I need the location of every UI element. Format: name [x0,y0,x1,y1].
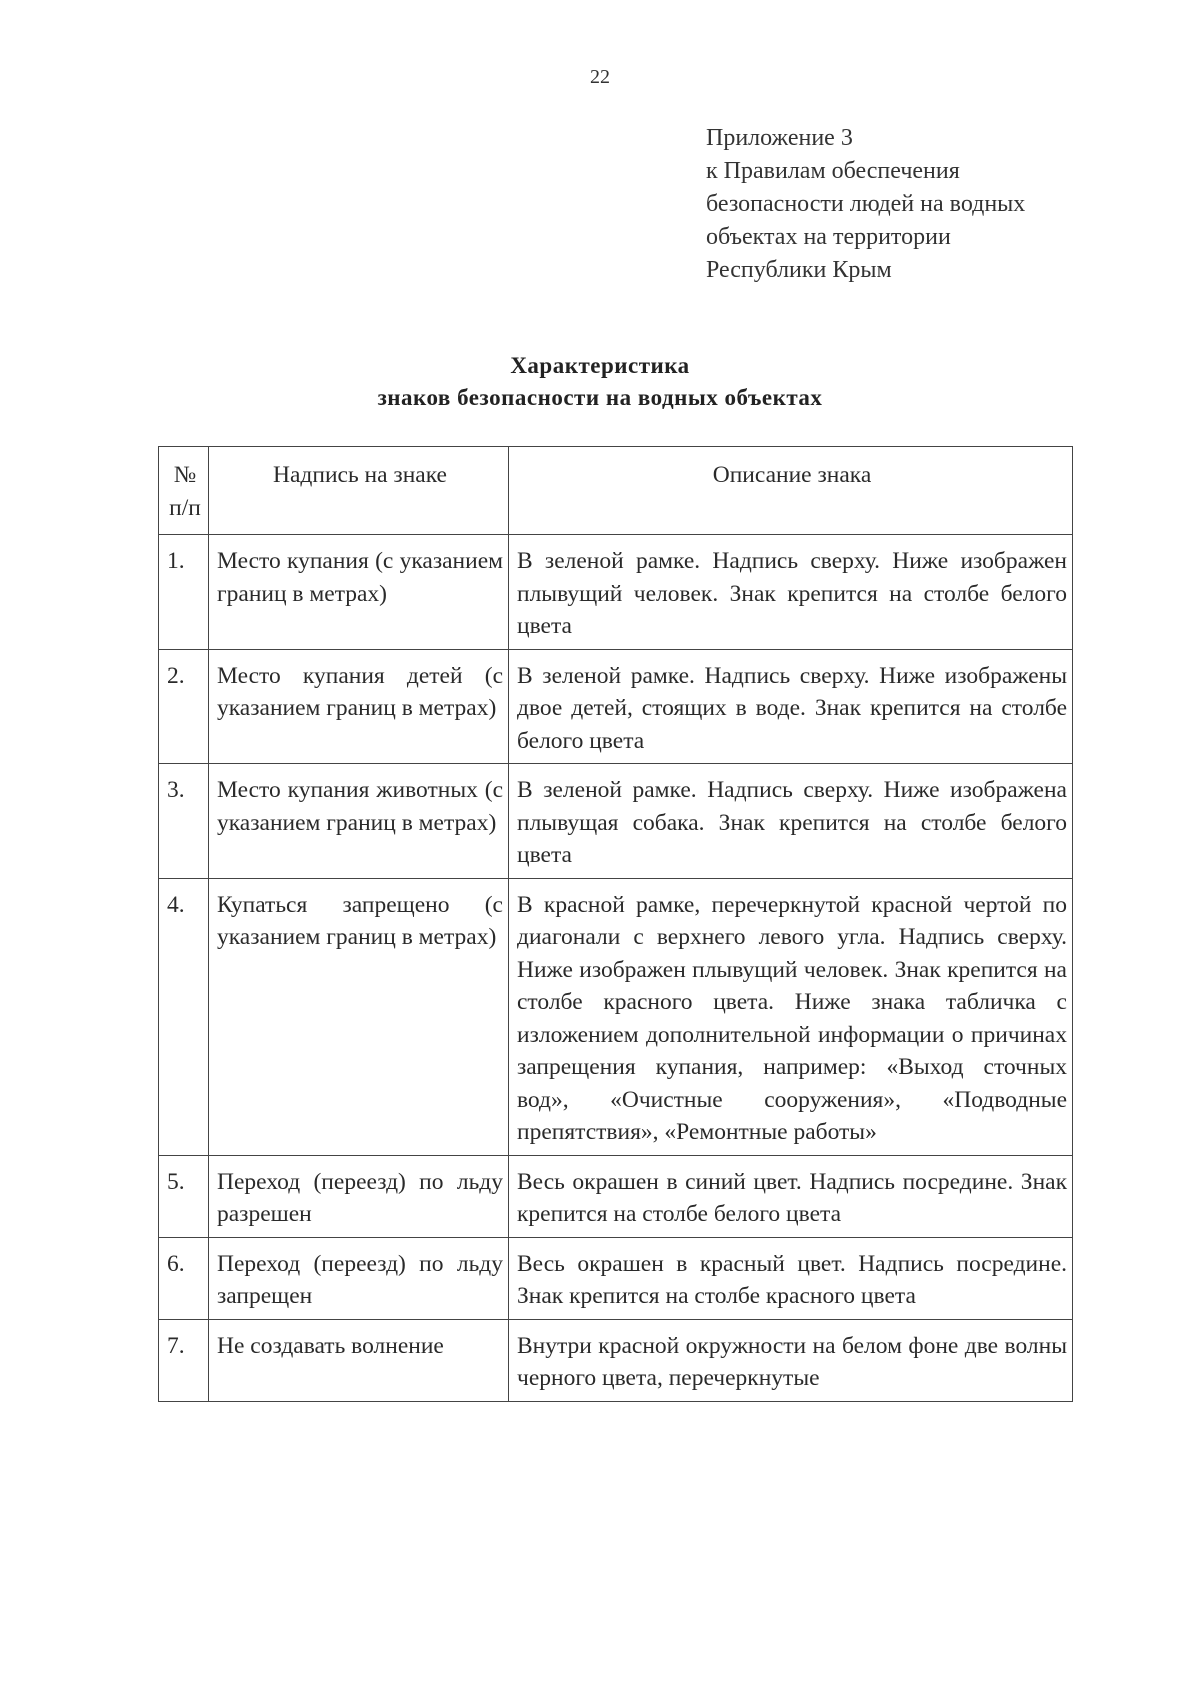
row-label: Место купания детей (с указанием границ в метрах) [209,649,509,764]
row-label: Переход (переезд) по льду запрещен [209,1237,509,1319]
row-label: Место купания (с указанием границ в метрах) [209,535,509,650]
row-label: Купаться запрещено (с указанием границ в метрах) [209,878,509,1155]
header-desc: Описание знака [509,447,1073,535]
header-num: № п/п [159,447,209,535]
table-row [159,535,1073,650]
row-num: 5. [159,1155,209,1237]
row-desc: Весь окрашен в красный цвет. Надпись посредине. Знак крепится на столбе красного цвета [509,1237,1073,1319]
row-num: 6. [159,1237,209,1319]
appendix-note [706,122,1025,287]
header-label: Надпись на знаке [209,447,509,535]
row-num: 2. [159,649,209,764]
table-row [159,764,1073,879]
document-title [0,350,1200,414]
table-row [159,1237,1073,1319]
signs-table [158,446,1073,1402]
row-num: 1. [159,535,209,650]
row-label: Не создавать волнение [209,1319,509,1401]
appendix-line-5: Республики Крым [706,257,892,283]
table-row [159,649,1073,764]
row-num: 3. [159,764,209,879]
row-desc: В красной рамке, перечеркнутой красной чертой по диагонали с верхнего левого угла. Надпись сверху. Ниже изображен плывущий человек. Знак крепится на столбе красного цвета. Ниже знака табличка с изложением дополнительной информации о причинах запрещения купания, например: «Выход сточных вод», «Очистные сооружения», «Подводные препятствия», «Ремонтные работы» [509,878,1073,1155]
row-desc: Весь окрашен в синий цвет. Надпись посредине. Знак крепится на столбе белого цвета [509,1155,1073,1237]
appendix-line-1: Приложение 3 [706,125,853,151]
page-number: 22 [590,66,610,88]
table-header-row [159,447,1073,535]
row-desc: В зеленой рамке. Надпись сверху. Ниже изображен плывущий человек. Знак крепится на столбе белого цвета [509,535,1073,650]
row-desc: В зеленой рамке. Надпись сверху. Ниже изображены двое детей, стоящих в воде. Знак крепится на столбе белого цвета [509,649,1073,764]
appendix-line-2: к Правилам обеспечения [706,158,960,184]
table-row [159,1319,1073,1401]
row-num: 4. [159,878,209,1155]
row-desc: В зеленой рамке. Надпись сверху. Ниже изображена плывущая собака. Знак крепится на столбе белого цвета [509,764,1073,879]
title-line-2: знаков безопасности на водных объектах [377,385,823,410]
title-line-1: Характеристика [510,353,690,378]
row-desc: Внутри красной окружности на белом фоне две волны черного цвета, перечеркнутые [509,1319,1073,1401]
row-label: Место купания животных (с указанием границ в метрах) [209,764,509,879]
table-row [159,878,1073,1155]
table-row [159,1155,1073,1237]
row-label: Переход (переезд) по льду разрешен [209,1155,509,1237]
appendix-line-4: объектах на территории [706,224,951,250]
appendix-line-3: безопасности людей на водных [706,191,1026,217]
row-num: 7. [159,1319,209,1401]
